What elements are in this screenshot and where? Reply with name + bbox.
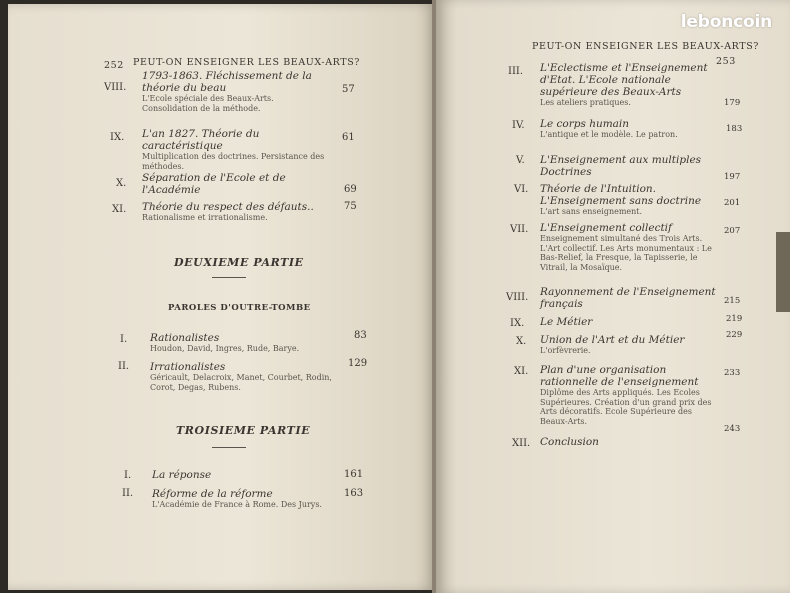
toc-num: I. [124, 470, 132, 481]
left-book-page [8, 4, 436, 590]
toc-title: L'an 1827. Théorie du caractéristique [142, 128, 260, 152]
toc-num: III. [508, 66, 524, 77]
part-title-3: TROISIEME PARTIE [176, 424, 311, 437]
toc-entry [540, 222, 716, 272]
toc-page: 69 [344, 184, 357, 195]
toc-page: 197 [724, 172, 741, 182]
toc-entry [540, 436, 716, 448]
toc-num: II. [122, 488, 134, 499]
toc-num: V. [516, 155, 525, 166]
toc-page: 207 [724, 226, 741, 236]
toc-entry [540, 154, 716, 178]
toc-num: IX. [110, 132, 125, 143]
toc-title: Rayonnement de l'Enseignement français [540, 286, 716, 310]
toc-title: Plan d'une organisation rationnelle de l'enseignement [540, 364, 699, 388]
toc-entry [142, 128, 330, 171]
section-heading: PAROLES D'OUTRE-TOMBE [168, 303, 311, 313]
toc-page: 243 [724, 424, 741, 434]
toc-title: Irrationalistes [150, 361, 226, 373]
toc-page: 179 [724, 98, 741, 108]
toc-subtitles: Les ateliers pratiques. [540, 98, 631, 107]
toc-entry [540, 334, 716, 356]
toc-page: 219 [726, 314, 743, 324]
toc-page: 201 [724, 198, 741, 208]
toc-title: Réforme de la réforme [152, 488, 273, 500]
toc-subtitles: Rationalisme et irrationalisme. [142, 213, 268, 222]
toc-entry [540, 364, 720, 426]
toc-title: Séparation de l'Ecole et de l'Académie [142, 172, 286, 196]
toc-entry [152, 488, 342, 510]
toc-page: 83 [354, 330, 367, 341]
toc-num: X. [116, 178, 127, 189]
toc-num: XI. [112, 204, 127, 215]
toc-num: IV. [512, 120, 525, 131]
left-running-head: PEUT-ON ENSEIGNER LES BEAUX-ARTS? [133, 57, 360, 68]
toc-num: VI. [514, 184, 529, 195]
toc-title: La réponse [152, 469, 212, 481]
toc-num: X. [516, 336, 527, 347]
toc-page: 161 [344, 469, 364, 480]
toc-num: I. [120, 334, 128, 345]
part-title-2: DEUXIEME PARTIE [174, 256, 304, 269]
toc-subtitles: L'art sans enseignement. [540, 207, 643, 216]
divider [212, 277, 246, 278]
toc-page: 61 [342, 132, 355, 143]
toc-num: VIII. [506, 292, 529, 303]
toc-subtitles: L'antique et le modèle. Le patron. [540, 130, 678, 139]
toc-entry [142, 201, 334, 223]
toc-num: IX. [510, 318, 525, 329]
toc-page: 163 [344, 488, 364, 499]
toc-entry [150, 332, 338, 354]
toc-subtitles: L'orfèvrerie. [540, 346, 591, 355]
page-edge-tab [776, 232, 790, 312]
toc-title: Rationalistes [150, 332, 220, 344]
toc-entry [540, 62, 716, 108]
toc-entry [540, 316, 716, 328]
toc-title: Conclusion [540, 436, 599, 448]
toc-page: 233 [724, 368, 741, 378]
toc-title: Théorie du respect des défauts.. [142, 201, 314, 213]
right-running-head: PEUT-ON ENSEIGNER LES BEAUX-ARTS? [532, 41, 759, 52]
toc-page: 229 [726, 330, 743, 340]
toc-num: XII. [512, 438, 531, 449]
toc-title: Théorie de l'Intuition. L'Enseignement sans doctrine [540, 183, 702, 207]
toc-title: Union de l'Art et du Métier [540, 334, 685, 346]
toc-subtitles: Enseignement simultané des Trois Arts. L'Art collectif. Les Arts monumentaux : Le Bas-Relief, la Fresque, la Tapisserie, le Vitrail, la Mosaïque. [540, 234, 712, 272]
toc-subtitles: L'Académie de France à Rome. Des Jurys. [152, 500, 322, 509]
toc-num: VII. [510, 224, 529, 235]
toc-page: 75 [344, 201, 357, 212]
toc-subtitles: Multiplication des doctrines. Persistance des méthodes. [142, 152, 325, 171]
toc-title: L'Enseignement aux multiples Doctrines [540, 154, 702, 178]
toc-entry [540, 286, 716, 310]
toc-title: L'Eclectisme et l'Enseignement d'Etat. L'Ecole nationale supérieure des Beaux-Arts [540, 62, 708, 98]
toc-title: L'Enseignement collectif [540, 222, 672, 234]
toc-page: 183 [726, 124, 743, 134]
toc-entry [142, 70, 330, 113]
toc-title: Le Métier [540, 316, 593, 328]
toc-entry [142, 172, 330, 196]
toc-num: XI. [514, 366, 529, 377]
toc-num: VIII. [104, 82, 127, 93]
toc-subtitles: L'Ecole spéciale des Beaux-Arts. Consolidation de la méthode. [142, 94, 274, 113]
toc-page: 57 [342, 84, 355, 95]
toc-page: 215 [724, 296, 741, 306]
toc-subtitles: Houdon, David, Ingres, Rude, Barye. [150, 344, 300, 353]
toc-title: Le corps humain [540, 118, 630, 130]
toc-subtitles: Géricault, Delacroix, Manet, Courbet, Rodin, Corot, Degas, Rubens. [150, 373, 332, 392]
left-page-number: 252 [104, 60, 124, 71]
toc-page: 129 [348, 358, 368, 369]
toc-subtitles: Diplôme des Arts appliqués. Les Ecoles Supérieures. Création d'un grand prix des Arts décoratifs. Ecole Supérieure des Beaux-Arts. [540, 388, 712, 426]
toc-entry [150, 361, 342, 392]
toc-entry [540, 183, 716, 217]
toc-title: 1793-1863. Fléchissement de la théorie du beau [142, 70, 312, 94]
leboncoin-watermark-logo: leboncoin [680, 12, 772, 32]
toc-entry [152, 469, 344, 481]
divider [212, 447, 246, 448]
right-book-page [436, 0, 790, 593]
toc-entry [540, 118, 716, 140]
toc-num: II. [118, 361, 130, 372]
right-page-number: 253 [716, 56, 736, 67]
